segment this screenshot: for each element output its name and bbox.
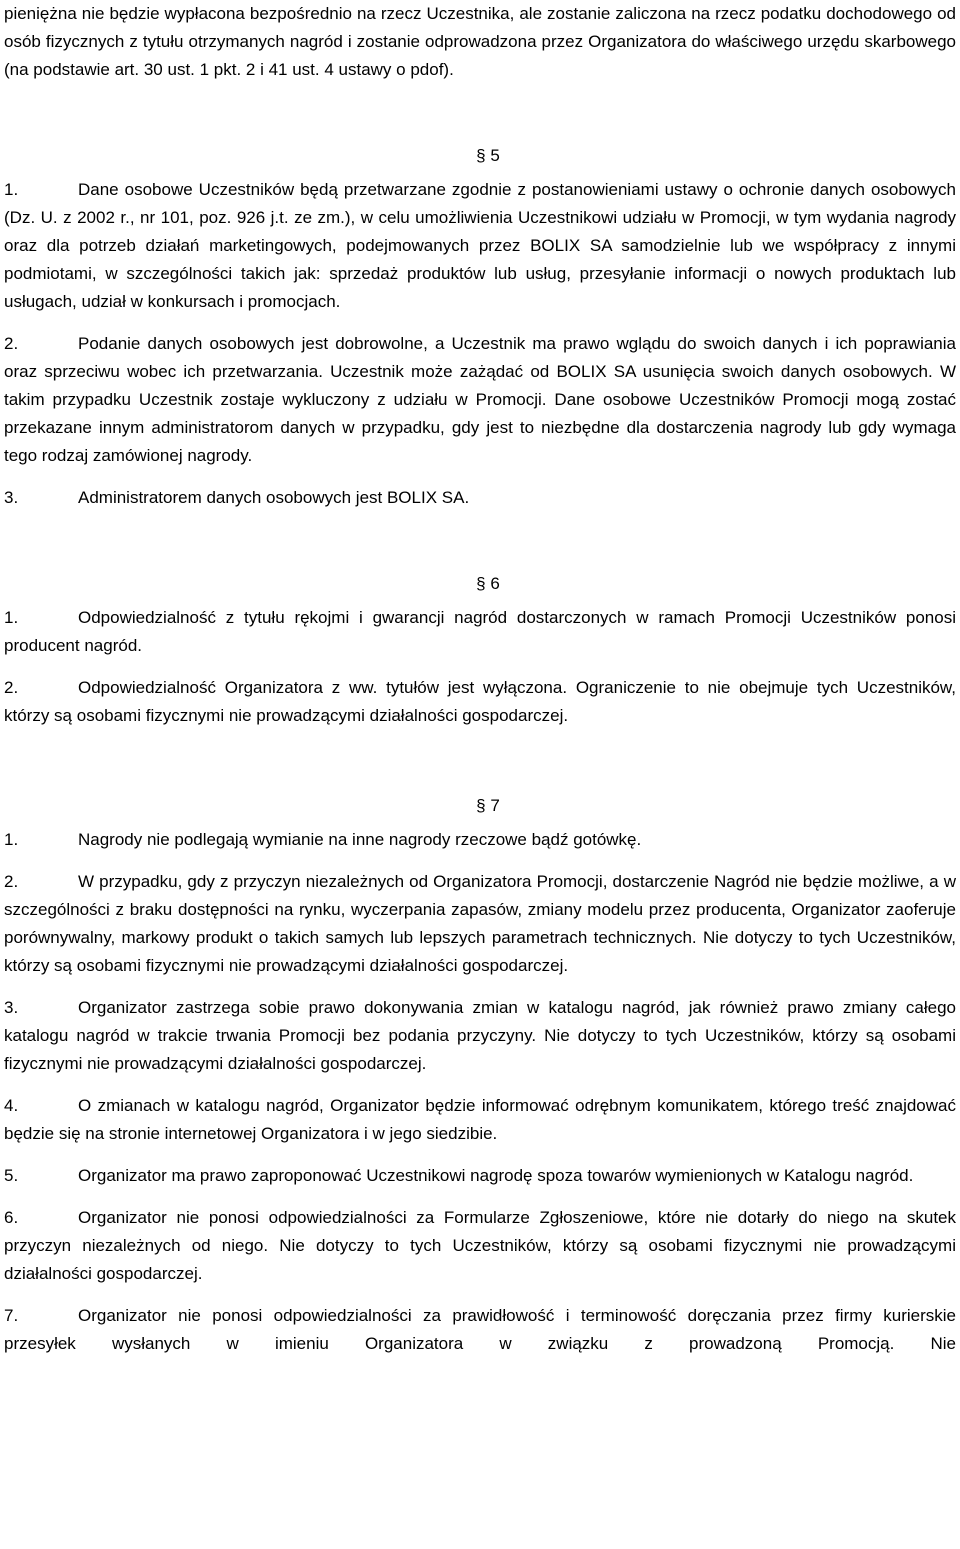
paragraph-text: Odpowiedzialność z tytułu rękojmi i gwarancji nagród dostarczonych w ramach Promocji Uczestników ponosi producent nagród. [4, 608, 956, 655]
paragraph-text: Administratorem danych osobowych jest BOLIX SA. [78, 488, 470, 507]
paragraph-text: Organizator nie ponosi odpowiedzialności za prawidłowość i terminowość doręczania przez firmy kurierskie przesyłek wysłanych w imieniu Organizatora w związku z prowadzoną Promocją. Nie [4, 1306, 956, 1353]
paragraph-text: Odpowiedzialność Organizatora z ww. tytułów jest wyłączona. Ograniczenie to nie obejmuje tych Uczestników, którzy są osobami fizycznymi nie prowadzącymi działalności gospodarczej. [4, 678, 956, 725]
section-heading: § 6 [476, 574, 500, 593]
paragraph-item [4, 1162, 956, 1190]
paragraph-text: Organizator nie ponosi odpowiedzialności za Formularze Zgłoszeniowe, które nie dotarły do niego na skutek przyczyn niezależnych od niego. Nie dotyczy to tych Uczestników, którzy są osobami fizycznymi nie prowadzącymi działalności gospodarczej. [4, 1208, 956, 1283]
paragraph-item [4, 1092, 956, 1148]
paragraph-text: Organizator zastrzega sobie prawo dokonywania zmian w katalogu nagród, jak również prawo zmiany całego katalogu nagród w trakcie trwania Promocji bez podania przyczyny. Nie dotyczy to tych Uczestników, którzy są osobami fizycznymi nie prowadzącymi działalności gospodarczej. [4, 998, 956, 1073]
paragraph-number: 5. [4, 1166, 19, 1185]
section-5 [4, 142, 956, 512]
paragraph-item [4, 176, 956, 316]
paragraph-number: 4. [4, 1096, 19, 1115]
paragraph-number: 1. [4, 608, 19, 627]
paragraph-number: 1. [4, 830, 19, 849]
paragraph-number: 2. [4, 872, 19, 891]
paragraph-number: 7. [4, 1306, 19, 1325]
paragraph-item [4, 994, 956, 1078]
paragraph-text: W przypadku, gdy z przyczyn niezależnych od Organizatora Promocji, dostarczenie Nagród nie będzie możliwe, a w szczególności z braku dostępności na rynku, wyczerpania zapasów, zmiany modelu przez producenta, Organizator zaoferuje porównywalny, markowy produkt o takich samych lub lepszych parametrach technicznych. Nie dotyczy to tych Uczestników, którzy są osobami fizycznymi nie prowadzącymi działalności gospodarczej. [4, 872, 956, 975]
paragraph-text: Dane osobowe Uczestników będą przetwarzane zgodnie z postanowieniami ustawy o ochronie danych osobowych (Dz. U. z 2002 r., nr 101, poz. 926 j.t. ze zm.), w celu umożliwienia Uczestnikowi udziału w Promocji, w tym wydania nagrody oraz dla potrzeb działań marketingowych, podejmowanych przez BOLIX SA samodzielnie lub we współpracy z innymi podmiotami, w szczególności takich jak: sprzedaż produktów lub usług, przesyłanie informacji o nowych produktach lub usługach, udział w konkursach i promocjach. [4, 180, 956, 311]
paragraph-item [4, 330, 956, 470]
section-6 [4, 570, 956, 730]
paragraph-number: 6. [4, 1208, 19, 1227]
paragraph-item [4, 1204, 956, 1288]
paragraph-item [4, 1302, 956, 1358]
intro-paragraph: pieniężna nie będzie wypłacona bezpośrednio na rzecz Uczestnika, ale zostanie zaliczona na rzecz podatku dochodowego od osób fizycznych z tytułu otrzymanych nagród i zostanie odprowadzona przez Organizatora do właściwego urzędu skarbowego (na podstawie art. 30 ust. 1 pkt. 2 i 41 ust. 4 ustawy o pdof). [4, 4, 956, 79]
section-heading: § 5 [476, 146, 500, 165]
section-7 [4, 792, 956, 1358]
paragraph-item [4, 604, 956, 660]
section-heading: § 7 [476, 796, 500, 815]
paragraph-number: 2. [4, 334, 19, 353]
paragraph-text: Organizator ma prawo zaproponować Uczestnikowi nagrodę spoza towarów wymienionych w Katalogu nagród. [78, 1166, 914, 1185]
document-page [4, 0, 956, 1358]
paragraph-number: 3. [4, 998, 19, 1017]
paragraph-item [4, 826, 956, 854]
paragraph-number: 3. [4, 488, 19, 507]
paragraph-item [4, 868, 956, 980]
paragraph-number: 2. [4, 678, 19, 697]
paragraph-item [4, 484, 956, 512]
paragraph-text: Podanie danych osobowych jest dobrowolne, a Uczestnik ma prawo wglądu do swoich danych i ich poprawiania oraz sprzeciwu wobec ich przetwarzania. Uczestnik może zażądać od BOLIX SA usunięcia swoich danych osobowych. W takim przypadku Uczestnik zostaje wykluczony z udziału w Promocji. Dane osobowe Uczestników Promocji mogą zostać przekazane innym administratorom danych w przypadku, gdy jest to niezbędne dla dostarczenia nagrody lub gdy wymaga tego rodzaj zamówionej nagrody. [4, 334, 956, 465]
paragraph-text: Nagrody nie podlegają wymianie na inne nagrody rzeczowe bądź gotówkę. [78, 830, 642, 849]
paragraph-text: O zmianach w katalogu nagród, Organizator będzie informować odrębnym komunikatem, którego treść znajdować będzie się na stronie internetowej Organizatora i w jego siedzibie. [4, 1096, 956, 1143]
paragraph-item [4, 674, 956, 730]
paragraph-number: 1. [4, 180, 19, 199]
